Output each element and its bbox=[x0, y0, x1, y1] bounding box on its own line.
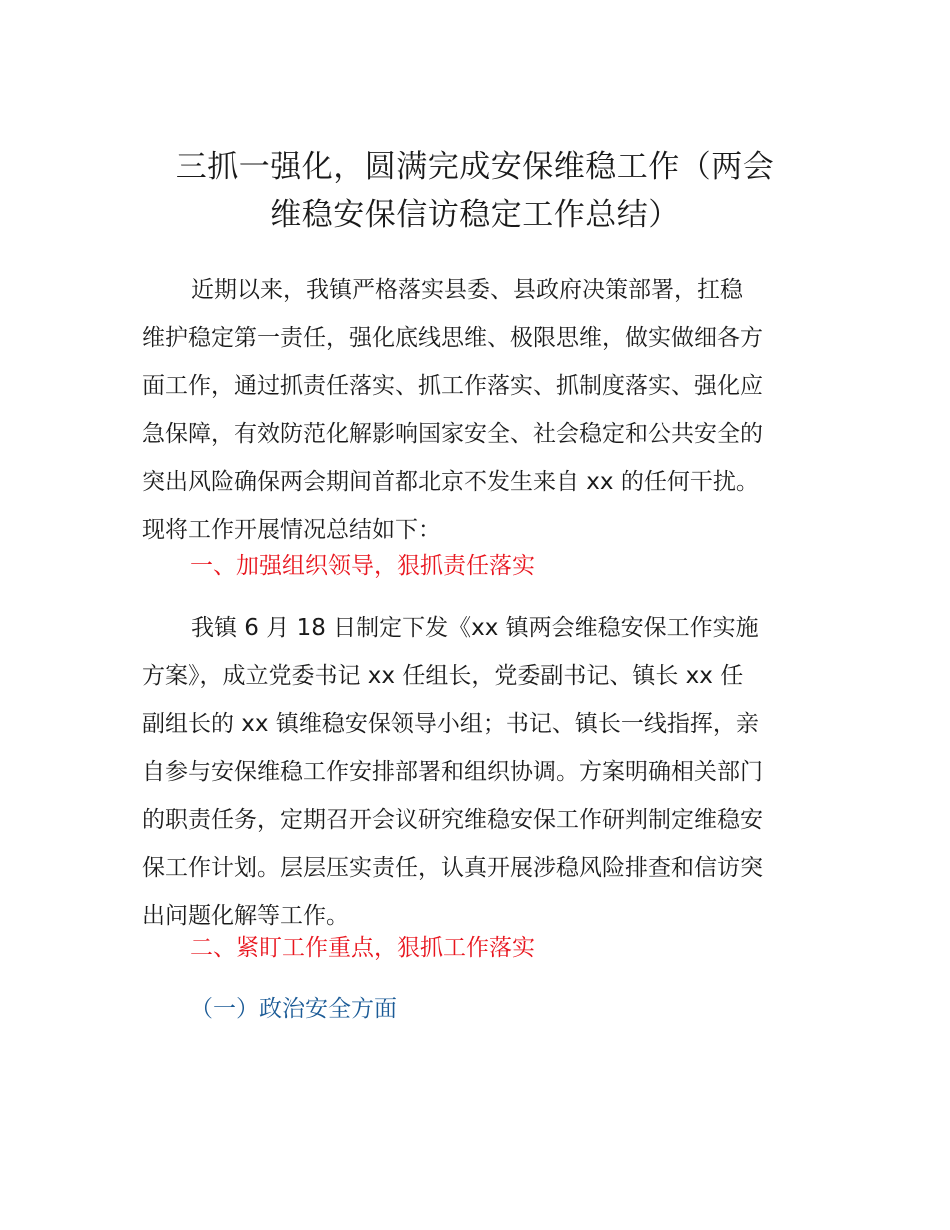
paragraph-line: 急保障，有效防范化解影响国家安全、社会稳定和公共安全的 bbox=[142, 421, 763, 447]
paragraph-line: 我镇 6 月 18 日制定下发《xx 镇两会维稳安保工作实施 bbox=[191, 615, 759, 641]
section-heading-1: 一、加强组织领导，狠抓责任落实 bbox=[190, 553, 535, 579]
intro-paragraph bbox=[142, 266, 812, 554]
document-title bbox=[120, 143, 830, 239]
paragraph-line: 面工作，通过抓责任落实、抓工作落实、抓制度落实、强化应 bbox=[142, 373, 763, 399]
paragraph-line: 现将工作开展情况总结如下： bbox=[142, 517, 441, 543]
paragraph-line: 保工作计划。层层压实责任，认真开展涉稳风险排查和信访突 bbox=[142, 855, 763, 881]
paragraph-line: 的职责任务，定期召开会议研究维稳安保工作研判制定维稳安 bbox=[142, 807, 763, 833]
paragraph-line: 出问题化解等工作。 bbox=[142, 903, 349, 929]
paragraph-line: 维护稳定第一责任，强化底线思维、极限思维，做实做细各方 bbox=[142, 325, 763, 351]
section1-paragraph bbox=[142, 604, 812, 940]
title-line: 维稳安保信访稳定工作总结） bbox=[270, 197, 680, 233]
paragraph-line: 副组长的 xx 镇维稳安保领导小组；书记、镇长一线指挥，亲 bbox=[142, 711, 759, 737]
section-heading-2: 二、紧盯工作重点，狠抓工作落实 bbox=[190, 935, 535, 961]
paragraph-line: 自参与安保维稳工作安排部署和组织协调。方案明确相关部门 bbox=[142, 759, 763, 785]
paragraph-line: 方案》，成立党委书记 xx 任组长，党委副书记、镇长 xx 任 bbox=[142, 663, 744, 689]
title-line: 三抓一强化，圆满完成安保维稳工作（两会 bbox=[175, 149, 775, 185]
paragraph-line: 突出风险确保两会期间首都北京不发生来自 xx 的任何干扰。 bbox=[142, 469, 759, 495]
subsection-heading-1: （一）政治安全方面 bbox=[190, 996, 397, 1022]
paragraph-line: 近期以来，我镇严格落实县委、县政府决策部署，扛稳 bbox=[191, 277, 743, 303]
